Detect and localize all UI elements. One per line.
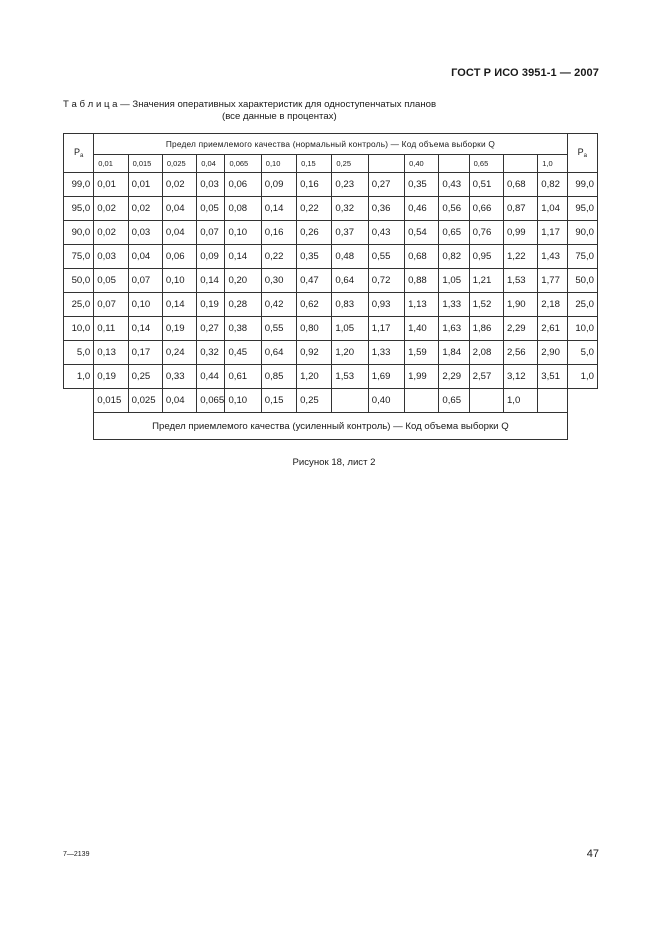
- table-cell: 1,43: [538, 245, 567, 269]
- table-cell: 1,21: [469, 269, 503, 293]
- table-cell: 0,47: [297, 269, 332, 293]
- normal-aql-row: [64, 155, 598, 173]
- table-cell: 0,37: [332, 221, 368, 245]
- pa-value-right: 5,0: [567, 341, 597, 365]
- normal-aql-cell: 0,015: [128, 155, 162, 173]
- tightened-aql-row: [64, 389, 598, 413]
- tightened-aql-cell: 0,40: [368, 389, 404, 413]
- normal-aql-cell: 0,04: [197, 155, 225, 173]
- table-cell: 0,55: [261, 317, 296, 341]
- table-cell: 0,07: [197, 221, 225, 245]
- pa-value-right: 1,0: [567, 365, 597, 389]
- pa-value-left: 99,0: [64, 173, 94, 197]
- operating-characteristics-table: [63, 133, 598, 440]
- table-cell: 0,24: [162, 341, 196, 365]
- table-cell: 1,05: [332, 317, 368, 341]
- normal-aql-cell: [503, 155, 537, 173]
- table-cell: 0,64: [261, 341, 296, 365]
- table-cell: 1,17: [538, 221, 567, 245]
- table-row: [64, 173, 598, 197]
- pa-value-right: 25,0: [567, 293, 597, 317]
- table-cell: 0,25: [128, 365, 162, 389]
- pa-value-right: 75,0: [567, 245, 597, 269]
- table-caption-subtitle: (все данные в процентах): [222, 111, 337, 122]
- pa-value-left: 95,0: [64, 197, 94, 221]
- pa-value-left: 5,0: [64, 341, 94, 365]
- pa-value-left: 50,0: [64, 269, 94, 293]
- tightened-aql-cell: 0,015: [94, 389, 128, 413]
- table-cell: 2,29: [503, 317, 537, 341]
- normal-aql-cell: 0,10: [261, 155, 296, 173]
- normal-aql-cell: 0,065: [225, 155, 261, 173]
- pa-value-right: 50,0: [567, 269, 597, 293]
- table-cell: 1,99: [405, 365, 439, 389]
- table-cell: 0,10: [225, 221, 261, 245]
- table-cell: 0,27: [368, 173, 404, 197]
- table-cell: 2,90: [538, 341, 567, 365]
- table-cell: 0,38: [225, 317, 261, 341]
- table-cell: 1,53: [332, 365, 368, 389]
- table-cell: 0,10: [162, 269, 196, 293]
- pa-value-left: 1,0: [64, 365, 94, 389]
- table-cell: 0,55: [368, 245, 404, 269]
- table-cell: 0,16: [261, 221, 296, 245]
- table-cell: 0,80: [297, 317, 332, 341]
- normal-aql-cell: 0,01: [94, 155, 128, 173]
- table-cell: 0,03: [197, 173, 225, 197]
- tightened-aql-cell: [469, 389, 503, 413]
- table-cell: 0,19: [197, 293, 225, 317]
- table-cell: 0,32: [332, 197, 368, 221]
- table-cell: 0,04: [128, 245, 162, 269]
- tightened-aql-cell: 0,15: [261, 389, 296, 413]
- table-cell: 0,13: [94, 341, 128, 365]
- table-cell: 0,88: [405, 269, 439, 293]
- tightened-aql-cell: 0,10: [225, 389, 261, 413]
- table-cell: 0,05: [94, 269, 128, 293]
- table-cell: 0,14: [197, 269, 225, 293]
- table-cell: 1,22: [503, 245, 537, 269]
- tightened-title-row: [64, 413, 598, 440]
- table-cell: 0,14: [162, 293, 196, 317]
- table-cell: 1,53: [503, 269, 537, 293]
- pa-value-left: 25,0: [64, 293, 94, 317]
- table-cell: 0,06: [225, 173, 261, 197]
- table-cell: 1,52: [469, 293, 503, 317]
- tightened-aql-cell: [332, 389, 368, 413]
- table-cell: 0,14: [225, 245, 261, 269]
- table-cell: 0,87: [503, 197, 537, 221]
- table-cell: 1,13: [405, 293, 439, 317]
- normal-aql-cell: 0,15: [297, 155, 332, 173]
- table-cell: 0,83: [332, 293, 368, 317]
- normal-aql-cell: 0,25: [332, 155, 368, 173]
- pa-value-right: 90,0: [567, 221, 597, 245]
- table-cell: 0,66: [469, 197, 503, 221]
- table-cell: 0,43: [439, 173, 469, 197]
- table-cell: 0,82: [538, 173, 567, 197]
- table-cell: 0,95: [469, 245, 503, 269]
- table-cell: 0,54: [405, 221, 439, 245]
- table-cell: 0,02: [94, 221, 128, 245]
- empty-cell: [64, 389, 94, 413]
- table-cell: 1,33: [439, 293, 469, 317]
- table-cell: 0,06: [162, 245, 196, 269]
- table-cell: 0,04: [162, 197, 196, 221]
- table-row: [64, 245, 598, 269]
- table-cell: 0,07: [94, 293, 128, 317]
- table-cell: 0,30: [261, 269, 296, 293]
- tightened-aql-cell: 0,025: [128, 389, 162, 413]
- table-caption: Т а б л и ц а — Значения оперативных характеристик для одноступенчатых планов: [63, 99, 437, 110]
- table-cell: 1,59: [405, 341, 439, 365]
- normal-aql-cell: [439, 155, 469, 173]
- table-cell: 2,18: [538, 293, 567, 317]
- table-cell: 0,23: [332, 173, 368, 197]
- normal-aql-cell: 0,65: [469, 155, 503, 173]
- table-cell: 0,93: [368, 293, 404, 317]
- page-number: 47: [586, 848, 599, 860]
- normal-control-title: Предел приемлемого качества (нормальный контроль) — Код объема выборки Q: [94, 134, 567, 155]
- table-cell: 0,10: [128, 293, 162, 317]
- table-cell: 0,43: [368, 221, 404, 245]
- table-cell: 0,04: [162, 221, 196, 245]
- table-cell: 0,14: [261, 197, 296, 221]
- table-cell: 1,33: [368, 341, 404, 365]
- empty-cell: [64, 413, 94, 440]
- table-cell: 0,56: [439, 197, 469, 221]
- pa-value-left: 75,0: [64, 245, 94, 269]
- table-cell: 1,20: [297, 365, 332, 389]
- table-cell: 0,14: [128, 317, 162, 341]
- table-cell: 0,51: [469, 173, 503, 197]
- table-cell: 0,20: [225, 269, 261, 293]
- table-cell: 1,20: [332, 341, 368, 365]
- table-cell: 0,76: [469, 221, 503, 245]
- table-cell: 1,84: [439, 341, 469, 365]
- table-cell: 0,72: [368, 269, 404, 293]
- normal-aql-cell: 1,0: [538, 155, 567, 173]
- table-cell: 0,33: [162, 365, 196, 389]
- table-cell: 0,11: [94, 317, 128, 341]
- tightened-control-title: Предел приемлемого качества (усиленный контроль) — Код объема выборки Q: [94, 413, 567, 440]
- table-cell: 1,90: [503, 293, 537, 317]
- tightened-aql-cell: 0,065: [197, 389, 225, 413]
- tightened-aql-cell: 0,65: [439, 389, 469, 413]
- table-cell: 0,28: [225, 293, 261, 317]
- pa-value-right: 99,0: [567, 173, 597, 197]
- table-cell: 0,03: [128, 221, 162, 245]
- table-cell: 0,02: [94, 197, 128, 221]
- standard-number: ГОСТ Р ИСО 3951-1 — 2007: [451, 67, 599, 79]
- table-cell: 2,29: [439, 365, 469, 389]
- table-cell: 1,77: [538, 269, 567, 293]
- tightened-aql-cell: 1,0: [503, 389, 537, 413]
- tightened-aql-cell: 0,04: [162, 389, 196, 413]
- table-cell: 2,61: [538, 317, 567, 341]
- table-cell: 0,02: [162, 173, 196, 197]
- table-cell: 1,86: [469, 317, 503, 341]
- table-cell: 0,07: [128, 269, 162, 293]
- print-code: 7—2139: [63, 851, 90, 858]
- table-cell: 0,62: [297, 293, 332, 317]
- table-cell: 0,19: [94, 365, 128, 389]
- table-row: [64, 317, 598, 341]
- table-cell: 0,22: [261, 245, 296, 269]
- table-cell: 0,45: [225, 341, 261, 365]
- table-cell: 0,46: [405, 197, 439, 221]
- table-cell: 0,01: [94, 173, 128, 197]
- table-cell: 0,17: [128, 341, 162, 365]
- pa-value-left: 90,0: [64, 221, 94, 245]
- table-cell: 2,08: [469, 341, 503, 365]
- table-cell: 0,03: [94, 245, 128, 269]
- table-cell: 0,19: [162, 317, 196, 341]
- table-cell: 0,05: [197, 197, 225, 221]
- pa-value-right: 95,0: [567, 197, 597, 221]
- table-row: [64, 341, 598, 365]
- table-cell: 0,68: [503, 173, 537, 197]
- table-cell: 0,22: [297, 197, 332, 221]
- table-cell: 3,12: [503, 365, 537, 389]
- table-cell: 0,44: [197, 365, 225, 389]
- table-cell: 0,99: [503, 221, 537, 245]
- table-row: [64, 293, 598, 317]
- tightened-aql-cell: 0,25: [297, 389, 332, 413]
- pa-header-right: $P_a$: [567, 134, 597, 173]
- table-cell: 0,85: [261, 365, 296, 389]
- table-cell: 3,51: [538, 365, 567, 389]
- table-cell: 0,82: [439, 245, 469, 269]
- table-cell: 0,68: [405, 245, 439, 269]
- table-cell: 0,64: [332, 269, 368, 293]
- table-cell: 0,35: [405, 173, 439, 197]
- table-row: [64, 221, 598, 245]
- table-cell: 0,16: [297, 173, 332, 197]
- table-cell: 0,08: [225, 197, 261, 221]
- table-cell: 1,40: [405, 317, 439, 341]
- table-cell: 0,09: [261, 173, 296, 197]
- table-row: [64, 269, 598, 293]
- tightened-aql-cell: [538, 389, 567, 413]
- normal-aql-cell: [368, 155, 404, 173]
- table-cell: 2,57: [469, 365, 503, 389]
- table-cell: 2,56: [503, 341, 537, 365]
- table-cell: 1,69: [368, 365, 404, 389]
- table-cell: 0,36: [368, 197, 404, 221]
- table-cell: 1,17: [368, 317, 404, 341]
- table-cell: 0,42: [261, 293, 296, 317]
- table-row: [64, 365, 598, 389]
- table-cell: 0,01: [128, 173, 162, 197]
- table-cell: 0,32: [197, 341, 225, 365]
- figure-caption: Рисунок 18, лист 2: [292, 457, 376, 468]
- table-cell: 1,04: [538, 197, 567, 221]
- table-cell: 0,26: [297, 221, 332, 245]
- table-cell: 0,09: [197, 245, 225, 269]
- table-row: [64, 197, 598, 221]
- table-cell: 0,48: [332, 245, 368, 269]
- normal-aql-cell: 0,025: [162, 155, 196, 173]
- table-cell: 0,92: [297, 341, 332, 365]
- table-cell: 0,35: [297, 245, 332, 269]
- pa-header-left: $P_a$: [64, 134, 94, 173]
- table-cell: 0,02: [128, 197, 162, 221]
- pa-value-right: 10,0: [567, 317, 597, 341]
- tightened-aql-cell: [405, 389, 439, 413]
- table-cell: 1,63: [439, 317, 469, 341]
- table-cell: 0,27: [197, 317, 225, 341]
- empty-cell: [567, 413, 597, 440]
- table-cell: 0,61: [225, 365, 261, 389]
- normal-aql-cell: 0,40: [405, 155, 439, 173]
- empty-cell: [567, 389, 597, 413]
- table-cell: 0,65: [439, 221, 469, 245]
- table-cell: 1,05: [439, 269, 469, 293]
- pa-value-left: 10,0: [64, 317, 94, 341]
